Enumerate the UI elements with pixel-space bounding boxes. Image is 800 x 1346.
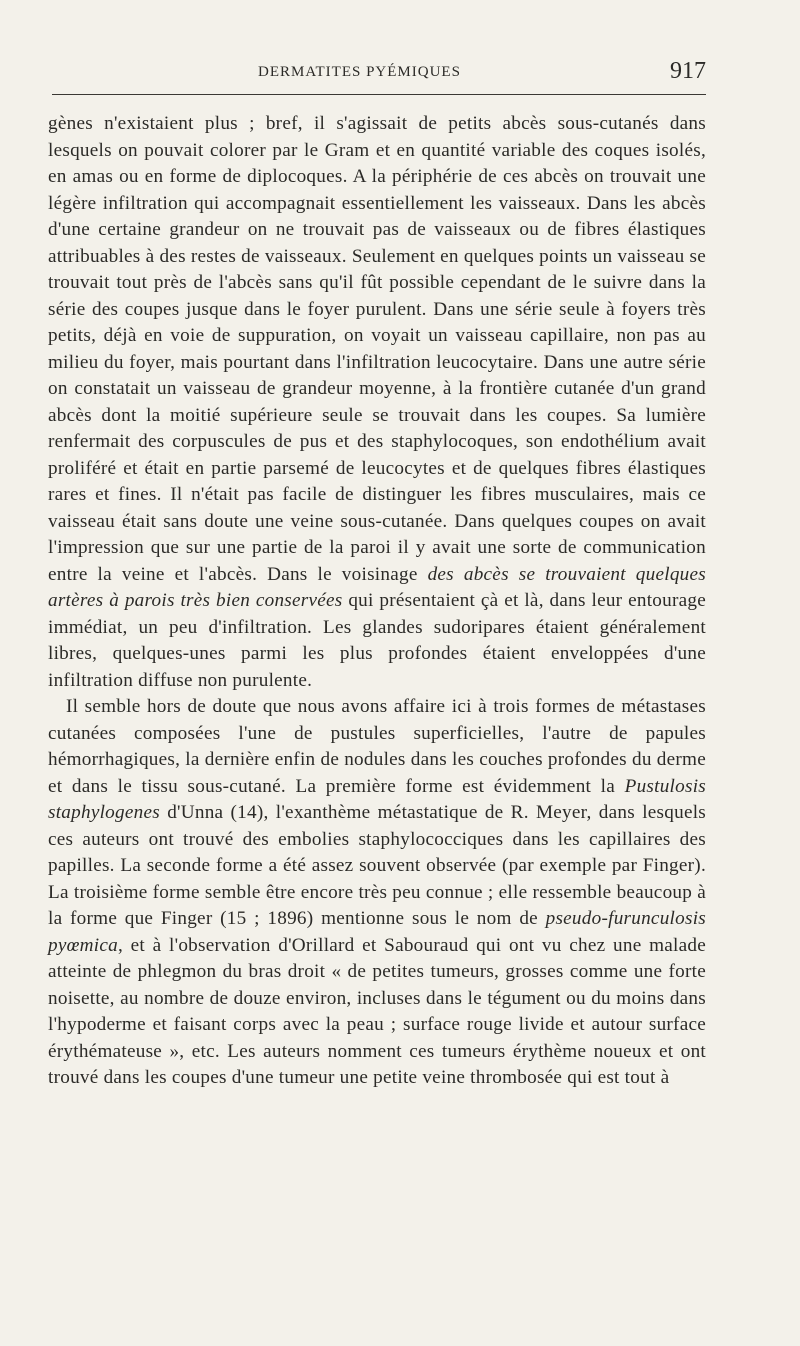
page-number: 917 (670, 58, 706, 84)
paragraph-1 (48, 111, 706, 694)
paragraph-2-italic-b: pseudo-furunculosis pyœmica (48, 908, 706, 956)
book-page (48, 58, 706, 1092)
paragraph-1-italic-a: des abcès se trouvaient quelques artères à parois très bien conservées (48, 563, 707, 611)
paragraph-2-text-a: Il semble hors de doute que nous avons affaire ici à trois formes de métastases cutanées composées l'une de pustules superficielles, l'autre de papules hémorrhagiques, la dernière enfin de nodules dans les couches profondes du derme et dans le tissu sous-cutané. La première forme est évidemment la (48, 696, 706, 797)
paragraph-2-italic-a: Pustulosis staphylogenes (48, 775, 706, 823)
paragraph-1-text-a: gènes n'existaient plus ; bref, il s'agissait de petits abcès sous-cutanés dans lesquels on pouvait colorer par le Gram et en quantité variable des coques isolés, en amas ou en forme de diplocoques. A la périphérie de ces abcès on trouvait une légère infiltration qui accompagnait essentiellement les vaisseaux. Dans les abcès d'une certaine grandeur on ne trouvait pas de vaisseaux ou de fibres élastiques attribuables à des restes de vaisseaux. Seulement en quelques points un vaisseau se trouvait tout près de l'abcès sans qu'il fût possible cependant de le suivre dans la série des coupes jusque dans le foyer purulent. Dans une série seule à foyers très petits, déjà en voie de suppuration, on voyait un vaisseau capillaire, non pas au milieu du foyer, mais pourtant dans l'infiltration leucocytaire. Dans une autre série on constatait un vaisseau de grandeur moyenne, à la frontière cutanée d'un grand abcès dont la moitié supérieure seule se trouvait dans les coupes. Sa lumière renfermait des corpuscules de pus et des staphylocoques, son endothélium avait proliféré et était en partie parsemé de leucocytes et de quelques fibres élastiques rares et fines. Il n'était pas facile de distinguer les fibres musculaires, mais ce vaisseau était sans doute une veine sous-cutanée. Dans quelques coupes on avait l'impression que sur une partie de la paroi il y avait une sorte de communication entre la veine et l'abcès. Dans le voisinage (48, 113, 706, 585)
body-text (48, 111, 706, 1092)
running-title: DERMATITES PYÉMIQUES (258, 64, 461, 80)
paragraph-1-text-b: qui présentaient çà et là, dans leur entourage immédiat, un peu d'infiltration. Les glandes sudoripares étaient généralement libres, quelques-unes parmi les plus profondes étaient enveloppées d'une infiltration diffuse non purulente. (48, 590, 707, 691)
page-header (48, 58, 706, 92)
paragraph-2-text-c: , et à l'observation d'Orillard et Sabouraud qui ont vu chez une malade atteinte de phlegmon du bras droit « de petites tumeurs, grosses comme une forte noisette, au nombre de douze environ, incluses dans le tégument ou du moins dans l'hypoderme et faisant corps avec la peau ; surface rouge livide et autour surface érythémateuse », etc. Les auteurs nomment ces tumeurs érythème noueux et ont trouvé dans les coupes d'une tumeur une petite veine thrombosée qui est tout à (48, 934, 706, 1088)
header-rule (52, 94, 706, 95)
paragraph-2-text-b: d'Unna (14), l'exanthème métastatique de R. Meyer, dans lesquels ces auteurs ont trouvé des embolies staphylococciques dans les capillaires des papilles. La seconde forme a été assez souvent observée (par exemple par Finger). La troisième forme semble être encore très peu connue ; elle ressemble beaucoup à la forme que Finger (15 ; 1896) mentionne sous le nom de (48, 802, 707, 929)
paragraph-2 (48, 694, 706, 1092)
